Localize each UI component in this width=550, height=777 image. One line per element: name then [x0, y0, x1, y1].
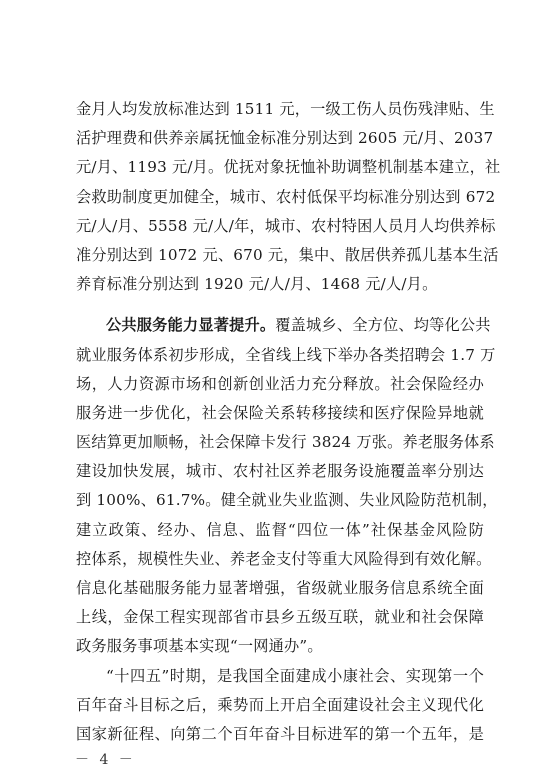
text-line: 元/人/月、5558 元/人/年，城市、农村特困人员月人均供养标 [76, 216, 496, 235]
text-run: 覆盖城乡、全方位、均等化公共 [275, 316, 491, 335]
page-number: － 4 － [75, 752, 136, 768]
paragraph-2 [76, 311, 498, 661]
text-line: 元/月、1193 元/月。优抚对象抚恤补助调整机制基本建立，社 [76, 158, 501, 177]
text-line: 建立政策、经办、信息、监督“四位一体”社保基金风险防 [76, 520, 484, 539]
text-line: 控体系，规模性失业、养老金支付等重大风险得到有效化解。 [76, 549, 492, 568]
text-line: 服务进一步优化，社会保险关系转移接续和医疗保险异地就 [76, 403, 484, 422]
text-line: 活护理费和供养亲属抚恤金标准分别达到 2605 元/月、2037 [76, 129, 494, 148]
paragraph-3 [76, 662, 484, 750]
text-line: 金月人均发放标准达到 1511 元，一级工伤人员伤残津贴、生 [76, 100, 495, 118]
text-line: 准分别达到 1072 元、670 元，集中、散居供养孤儿基本生活 [76, 245, 499, 264]
section-heading: 公共服务能力显著提升。 [106, 316, 276, 335]
text-line: 医结算更加顺畅，社会保障卡发行 3824 万张。养老服务体系 [76, 433, 495, 452]
text-line: 到 100%、61.7%。健全就业失业监测、失业风险防范机制， [76, 491, 498, 510]
text-line: 会救助制度更加健全，城市、农村低保平均标准分别达到 672 [76, 187, 496, 206]
text-line: 建设加快发展，城市、农村社区养老服务设施覆盖率分别达 [76, 462, 484, 481]
text-line: 场，人力资源市场和创新创业活力充分释放。社会保险经办 [76, 374, 484, 393]
text-line: 上线，金保工程实现部省市县乡五级互联，就业和社会保障 [76, 608, 484, 627]
text-line: 国家新征程、向第二个百年奋斗目标进军的第一个五年，是 [76, 724, 484, 743]
text-line: 百年奋斗目标之后，乘势而上开启全面建设社会主义现代化 [76, 695, 484, 714]
text-line: 就业服务体系初步形成，全省线上线下举办各类招聘会 1.7 万 [76, 345, 496, 364]
body-text [76, 95, 501, 749]
text-line: “十四五”时期，是我国全面建成小康社会、实现第一个 [106, 666, 484, 685]
text-line: 信息化基础服务能力显著增强，省级就业服务信息系统全面 [76, 579, 484, 597]
text-line: 政务服务事项基本实现“一网通办”。 [76, 637, 323, 656]
text-line: 养育标准分别达到 1920 元/人/月、1468 元/人/月。 [76, 275, 438, 294]
text-line [76, 311, 491, 340]
paragraph-1 [76, 95, 501, 299]
paragraph-gap [76, 299, 484, 311]
